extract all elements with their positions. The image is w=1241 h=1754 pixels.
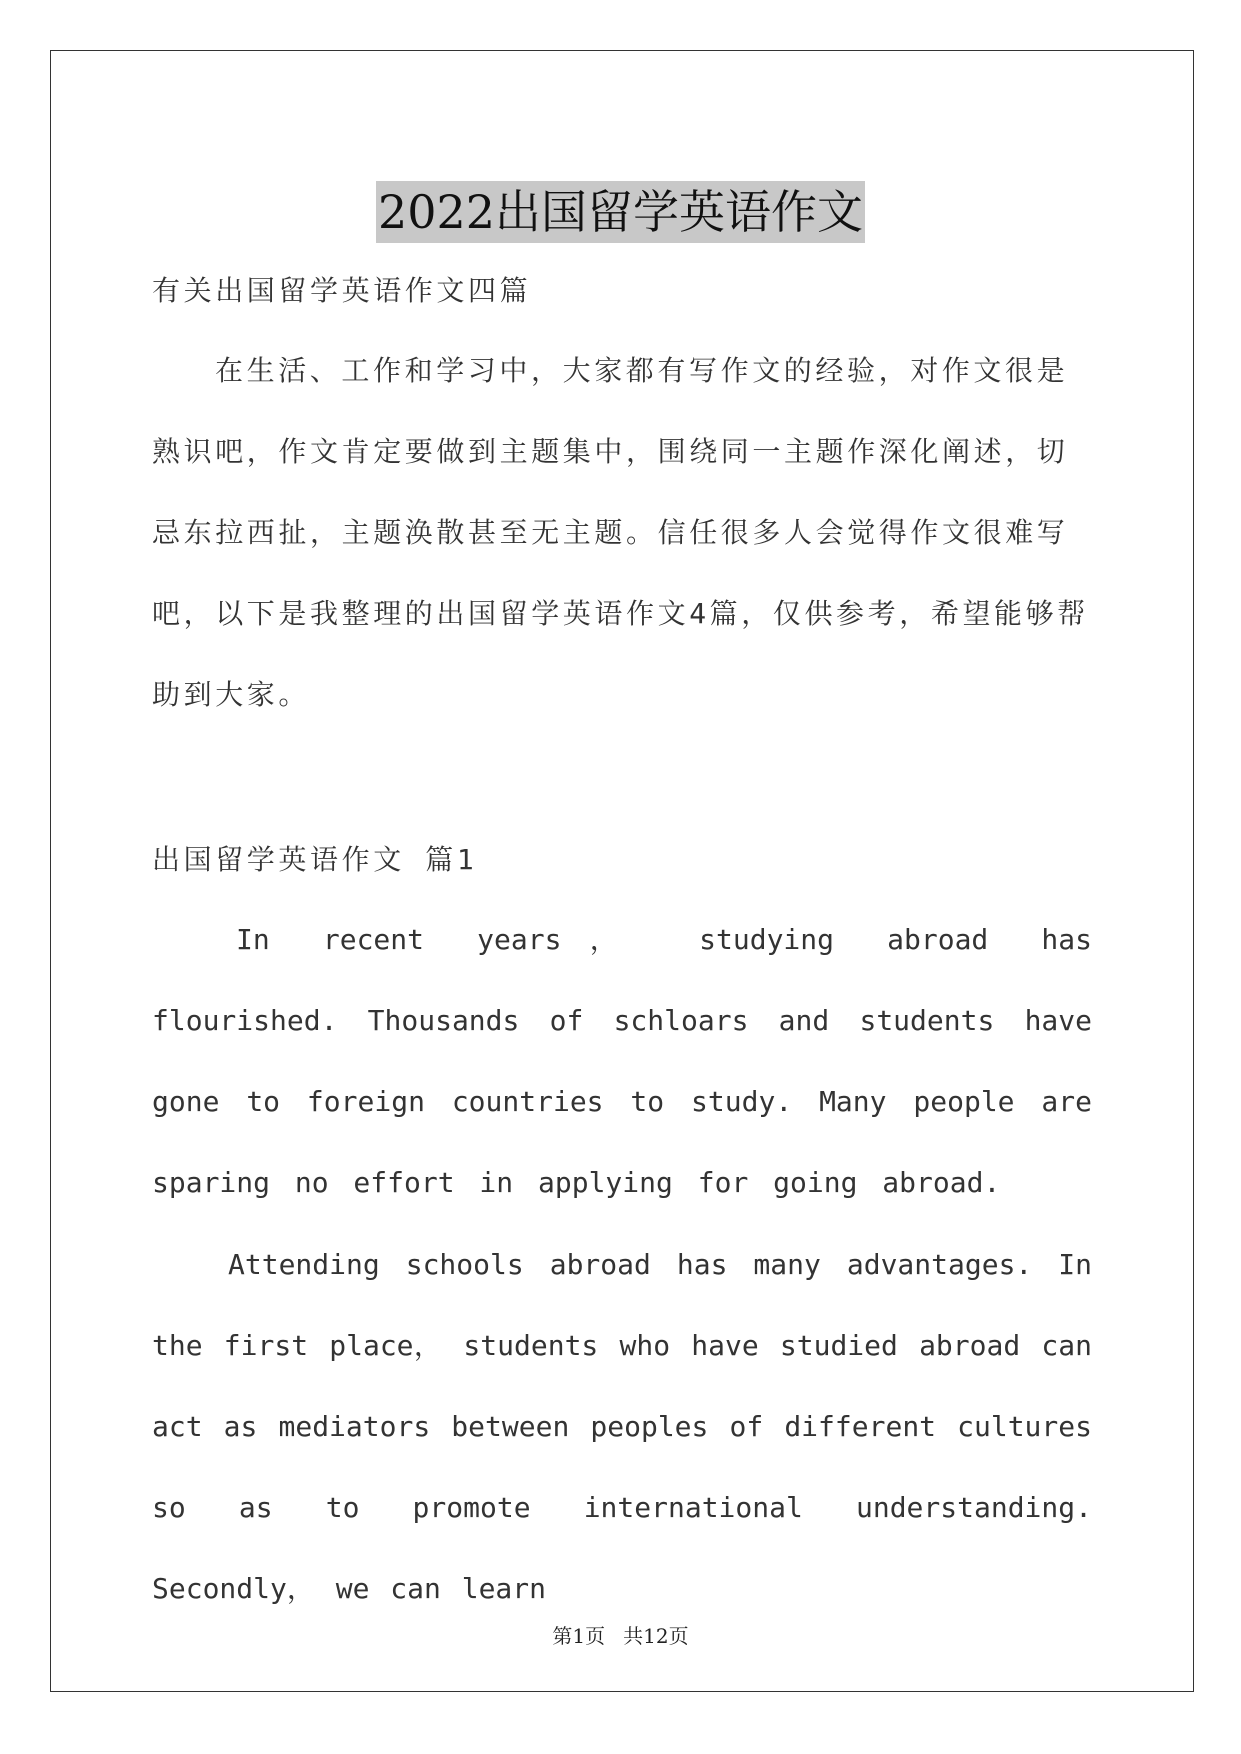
page-number-current: 第1页 (552, 1624, 606, 1648)
document-title: 2022出国留学英语作文 (376, 181, 865, 243)
page-footer (0, 1620, 1241, 1649)
page-number-total: 共12页 (623, 1624, 689, 1648)
essay-paragraph-2: Attending schools abroad has many advantages. In the first place， students who have studied abroad can act as mediators between peoples of different cultures so as to promote international understanding. Secondly， we can learn (152, 1248, 1092, 1605)
section-heading: 出国留学英语作文 篇1 (152, 843, 478, 876)
essay-paragraph-1: In recent years， studying abroad has flourished. Thousands of schloars and students have gone to foreign countries to study. Many people are sparing no effort in applying for going abroad. (152, 923, 1092, 1199)
document-subtitle: 有关出国留学英语作文四篇 (152, 274, 532, 307)
intro-paragraph: 在生活、工作和学习中，大家都有写作文的经验，对作文很是熟识吧，作文肯定要做到主题集中，围绕同一主题作深化阐述，切忌东拉西扯，主题涣散甚至无主题。信任很多人会觉得作文很难写吧，以下是我整理的出国留学英语作文4篇，仅供参考，希望能够帮助到大家。 (152, 354, 1089, 711)
